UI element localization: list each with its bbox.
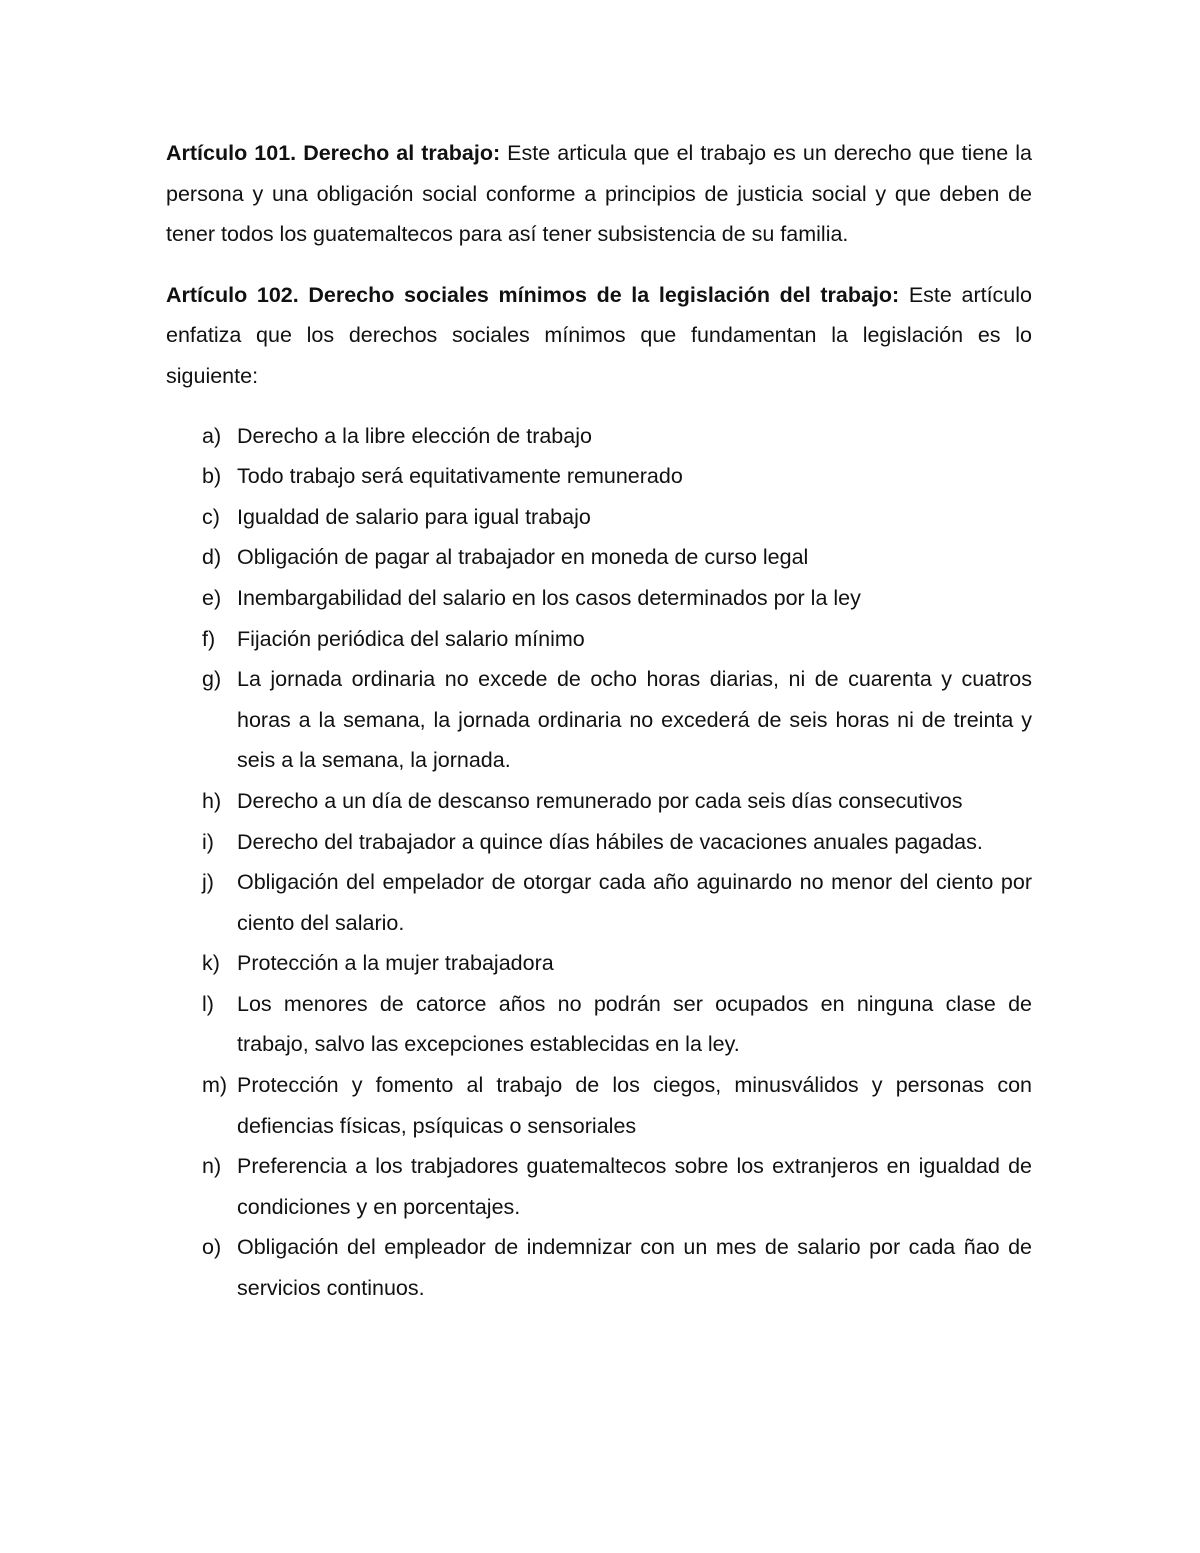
list-item-text: Obligación del empelador de otorgar cada año aguinardo no menor del ciento por ciento del salario. — [237, 870, 1032, 935]
list-item — [166, 659, 1032, 781]
article-101-heading: Artículo 101. Derecho al trabajo: — [166, 141, 501, 165]
list-marker: i) — [202, 829, 214, 854]
list-item — [166, 822, 1032, 863]
list-item-text: Derecho del trabajador a quince días hábiles de vacaciones anuales pagadas. — [237, 829, 983, 854]
list-marker: a) — [202, 423, 222, 448]
list-item — [166, 497, 1032, 538]
list-item — [166, 456, 1032, 497]
list-item-text: Inembargabilidad del salario en los casos determinados por la ley — [237, 585, 861, 610]
document-content — [166, 133, 1032, 1309]
list-item — [166, 984, 1032, 1065]
list-item — [166, 416, 1032, 457]
list-marker: e) — [202, 585, 222, 610]
list-marker: j) — [202, 870, 214, 895]
list-marker: o) — [202, 1235, 222, 1260]
list-item — [166, 1065, 1032, 1146]
list-item — [166, 619, 1032, 660]
list-marker: b) — [202, 464, 222, 489]
list-item-text: Protección y fomento al trabajo de los ciegos, minusválidos y personas con defiencias físicas, psíquicas o sensoriales — [237, 1073, 1032, 1138]
list-item — [166, 1227, 1032, 1308]
list-item-text: Derecho a un día de descanso remunerado por cada seis días consecutivos — [237, 788, 963, 813]
article-102-heading: Artículo 102. Derecho sociales mínimos de la legislación del trabajo: — [166, 282, 900, 307]
list-marker: f) — [202, 626, 216, 651]
list-item-text: Obligación del empleador de indemnizar con un mes de salario por cada ñao de servicios continuos. — [237, 1235, 1032, 1301]
article-101-text: Este articula que el trabajo es un derecho que tiene la persona y una obligación social conforme a principios de justicia social y que deben de tener todos los guatemaltecos para así tener subsistencia de su familia. — [166, 141, 1033, 247]
list-marker: n) — [202, 1154, 222, 1179]
list-marker: h) — [202, 788, 222, 813]
list-item-text: Protección a la mujer trabajadora — [237, 951, 554, 976]
list-item-text: Igualdad de salario para igual trabajo — [237, 504, 591, 529]
article-102-paragraph — [166, 275, 1032, 397]
list-item-text: Todo trabajo será equitativamente remunerado — [237, 464, 683, 489]
list-marker: g) — [202, 667, 222, 692]
list-marker: c) — [202, 504, 220, 529]
list-marker: m) — [202, 1073, 228, 1098]
list-item-text: Los menores de catorce años no podrán ser ocupados en ninguna clase de trabajo, salvo las excepciones establecidas en la ley. — [237, 991, 1032, 1057]
list-item — [166, 781, 1032, 822]
list-marker: d) — [202, 545, 222, 570]
list-item — [166, 862, 1032, 943]
article-101-paragraph — [166, 133, 1032, 255]
list-item-text: Preferencia a los trabjadores guatemaltecos sobre los extranjeros en igualdad de condiciones y en porcentajes. — [237, 1154, 1032, 1219]
list-item — [166, 1146, 1032, 1227]
list-item — [166, 578, 1032, 619]
list-item — [166, 943, 1032, 984]
list-item-text: La jornada ordinaria no excede de ocho horas diarias, ni de cuarenta y cuatros horas a la semana, la jornada ordinaria no excederá de seis horas ni de treinta y seis a la semana, la jornada. — [237, 667, 1032, 773]
list-item-text: Fijación periódica del salario mínimo — [237, 626, 585, 651]
list-item — [166, 537, 1032, 578]
list-marker: k) — [202, 951, 220, 976]
article-102-text: Este artículo enfatiza que los derechos sociales mínimos que fundamentan la legislación es lo siguiente: — [166, 282, 1032, 388]
list-item-text: Derecho a la libre elección de trabajo — [237, 423, 592, 448]
list-item-text: Obligación de pagar al trabajador en moneda de curso legal — [237, 545, 809, 570]
list-marker: l) — [202, 991, 214, 1016]
rights-list — [166, 416, 1032, 1309]
